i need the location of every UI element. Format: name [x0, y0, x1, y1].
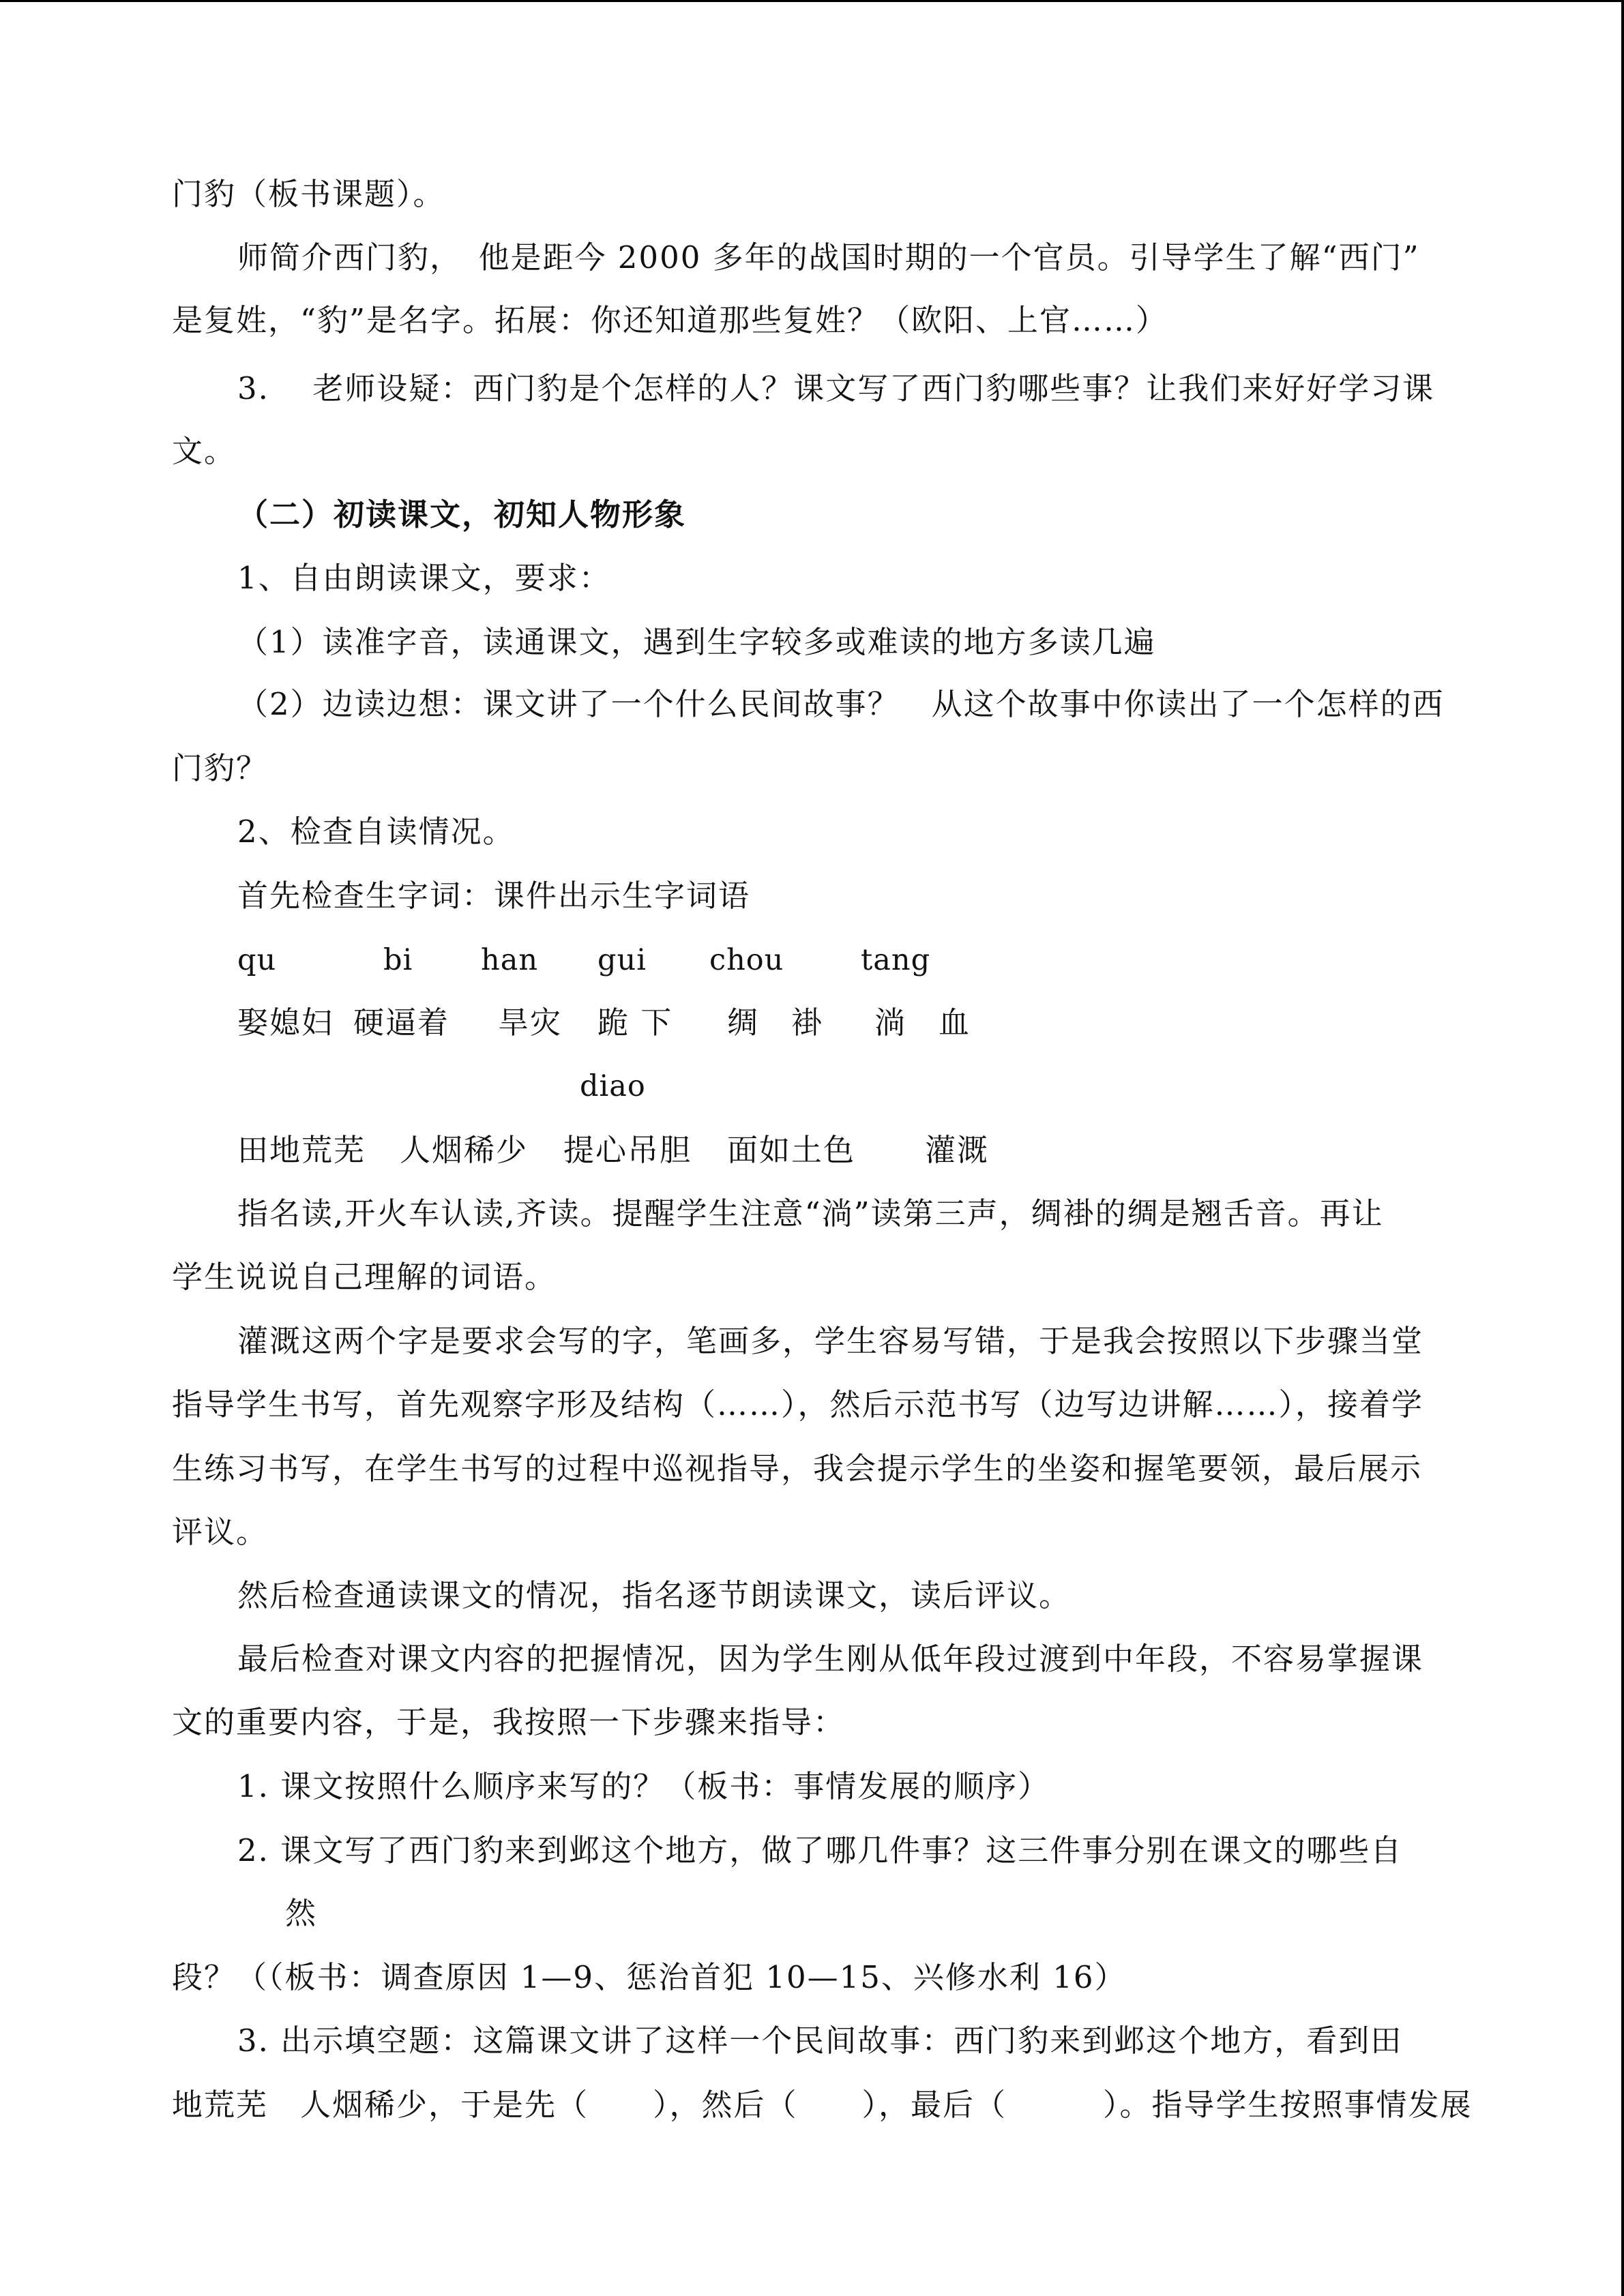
text-line: 学生说说自己理解的词语。 — [172, 1259, 557, 1295]
list-item: 3. 出示填空题：这篇课文讲了这样一个民间故事：西门豹来到邺这个地方，看到田 — [237, 2023, 1403, 2059]
text-line: 门豹（板书课题）。 — [172, 176, 445, 212]
text-line: 地荒芜 人烟稀少，于是先（ ），然后（ ），最后（ ）。指导学生按照事情发展 — [172, 2087, 1473, 2123]
text-line: 然 — [285, 1895, 318, 1931]
text-line: 然后检查通读课文的情况，指名逐节朗读课文，读后评议。 — [237, 1577, 1072, 1613]
vocab-word: 灌溉 — [925, 1132, 990, 1168]
pinyin-item: tang — [861, 943, 931, 977]
vocab-word: 绸 褂 — [727, 1004, 824, 1041]
text-line: 最后检查对课文内容的把握情况，因为学生刚从低年段过渡到中年段，不容易掌握课 — [237, 1641, 1424, 1677]
vocab-word: 淌 血 — [874, 1004, 971, 1041]
text-line: 指名读,开火车认读,齐读。提醒学生注意“淌”读第三声，绸褂的绸是翘舌音。再让 — [237, 1195, 1384, 1232]
list-item: 1. 课文按照什么顺序来写的？（板书：事情发展的顺序） — [237, 1768, 1050, 1804]
vocab-word: 硬逼着 — [353, 1004, 450, 1041]
text-line: 评议。 — [172, 1514, 269, 1550]
text-line: 师简介西门豹， 他是距今 2000 多年的战国时期的一个官员。引导学生了解“西门” — [237, 239, 1420, 275]
pinyin-item: bi — [383, 943, 413, 977]
text-line: （1）读准字音，读通课文，遇到生字较多或难读的地方多读几遍 — [237, 624, 1156, 660]
text-line: 生练习书写，在学生书写的过程中巡视指导，我会提示学生的坐姿和握笔要领，最后展示 — [172, 1450, 1423, 1487]
text-line: 灌溉这两个字是要求会写的字，笔画多，学生容易写错，于是我会按照以下步骤当堂 — [237, 1323, 1424, 1359]
pinyin-item: han — [481, 943, 539, 977]
text-line: 门豹？ — [172, 750, 269, 786]
vocab-word: 面如土色 — [727, 1132, 856, 1168]
pinyin-item: gui — [597, 943, 647, 977]
vocab-word: 提心吊胆 — [563, 1132, 692, 1168]
vocab-word: 旱灾 — [498, 1004, 563, 1041]
text-line: 是复姓，“豹”是名字。拓展：你还知道那些复姓？（欧阳、上官……） — [172, 302, 1168, 338]
list-item: 2. 课文写了西门豹来到邺这个地方，做了哪几件事？这三件事分别在课文的哪些自 — [237, 1832, 1403, 1868]
text-line: （2）边读边想：课文讲了一个什么民间故事？ 从这个故事中你读出了一个怎样的西 — [237, 686, 1445, 722]
vocab-word: 娶媳妇 — [237, 1004, 334, 1041]
text-line: 1、自由朗读课文，要求： — [237, 560, 611, 596]
vocab-word: 人烟稀少 — [400, 1132, 529, 1168]
text-line: 段？（（板书：调查原因 1—9、惩治首犯 10—15、兴修水利 16） — [172, 1959, 1127, 1995]
text-line: 指导学生书写，首先观察字形及结构（……），然后示范书写（边写边讲解……），接着学 — [172, 1386, 1424, 1422]
vocab-word: 田地荒芜 — [237, 1132, 366, 1168]
text-line: 3. 老师设疑：西门豹是个怎样的人？课文写了西门豹哪些事？让我们来好好学习课 — [237, 370, 1435, 406]
section-heading: （二）初读课文，初知人物形象 — [237, 496, 687, 533]
text-line: 2、检查自读情况。 — [237, 814, 515, 850]
pinyin-item: chou — [709, 943, 784, 977]
vocab-word: 跪 下 — [597, 1004, 673, 1041]
text-line: 首先检查生字词：课件出示生字词语 — [237, 878, 751, 914]
text-line: 文的重要内容，于是，我按照一下步骤来指导： — [172, 1704, 846, 1740]
pinyin-item: qu — [237, 943, 277, 977]
pinyin-item: diao — [580, 1069, 646, 1103]
text-line: 文。 — [172, 433, 237, 469]
